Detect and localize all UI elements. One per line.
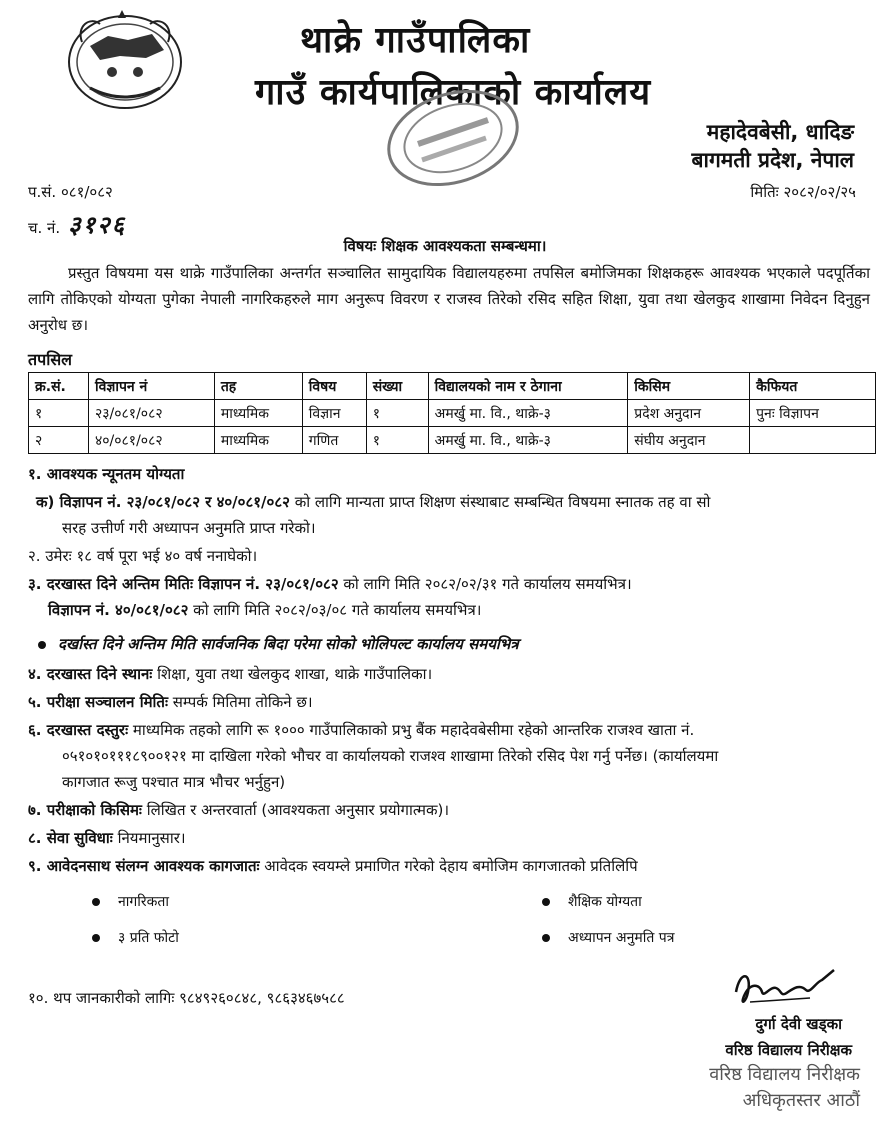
section-9 xyxy=(28,854,638,878)
section-3 xyxy=(28,572,632,596)
document-name: अध्यापन अनुमति पत्र xyxy=(568,930,675,946)
section-8-label: ८. सेवा सुविधाः xyxy=(28,829,113,847)
intro-paragraph: प्रस्तुत विषयमा यस थाक्रे गाउँपालिका अन्तर्गत सञ्चालित सामुदायिक विद्यालयहरुमा तपसिल बमोजिमका शिक्षकहरू आवश्यक भएकाले पदपूर्तिका लागि तोकिएको योग्यता पुगेका नेपाली नागरिकहरुले माग अनुरूप विवरण र राजस्व तिरेको रसिद सहित शिक्षा, युवा तथा खेलकुद शाखामा निवेदन दिनुहुन अनुरोध छ। xyxy=(28,264,870,334)
section-1-item-a-label: क) विज्ञापन नं. २३/०८१/०८२ र ४०/०८१/०८२ xyxy=(36,493,290,511)
letter-date: मितिः २०८२/०२/२५ xyxy=(750,183,856,201)
document-name: ३ प्रति फोटो xyxy=(118,930,179,946)
section-1-item-a-cont: सरह उत्तीर्ण गरी अध्यापन अनुमति प्राप्त गरेको। xyxy=(62,519,316,537)
section-6-line-2: ०५१०१०१११८९००१२१ मा दाखिला गरेको भौचर वा कार्यालयको राजश्व शाखामा तिरेको रसिद पेश गर्नु पर्नेछ। (कार्यालयमा xyxy=(62,747,719,765)
document-name: शैक्षिक योग्यता xyxy=(568,894,642,910)
table-cell: १ xyxy=(366,400,428,427)
section-10-contact: १०. थप जानकारीको लागिः ९८४९२६०८४८, ९८६३४६७५८८ xyxy=(28,989,345,1007)
table-title: तपसिल xyxy=(28,350,73,369)
table-header: विद्यालयको नाम र ठेगाना xyxy=(428,373,628,400)
section-6 xyxy=(28,718,694,742)
section-4 xyxy=(28,662,432,686)
section-7 xyxy=(28,798,449,822)
deadline-note-text: दर्खास्त दिने अन्तिम मिति सार्वजनिक बिदा परेमा सोको भोलिपल्ट कार्यालय समयभित्र xyxy=(58,635,519,653)
document-list-item xyxy=(542,892,642,911)
table-header: संख्या xyxy=(366,373,428,400)
signature-icon xyxy=(730,962,840,1012)
table-header: विज्ञापन नं xyxy=(88,373,214,400)
reference-number: प.सं. ०८१/०८२ xyxy=(28,183,113,201)
section-5-text: सम्पर्क मितिमा तोकिने छ। xyxy=(168,693,313,711)
section-5 xyxy=(28,690,313,714)
document-name: नागरिकता xyxy=(118,894,169,910)
designation-stamp-line-2: अधिकृतस्तर आठौं xyxy=(742,1090,860,1111)
table-cell: अमर्खु मा. वि., थाक्रे-३ xyxy=(428,400,628,427)
office-title: थाक्रे गाउँपालिका xyxy=(300,20,531,61)
address-line-2: बागमती प्रदेश, नेपाल xyxy=(691,148,854,172)
section-7-text: लिखित र अन्तरवार्ता (आवश्यकता अनुसार प्रयोगात्मक)। xyxy=(141,801,450,819)
section-6-text: माध्यमिक तहको लागि रू १००० गाउँपालिकाको प्रभु बैंक महादेवबेसीमा रहेको आन्तरिक राजश्व खाता नं. xyxy=(128,721,695,739)
section-5-label: ५. परीक्षा सञ्चालन मितिः xyxy=(28,693,169,711)
table-cell: अमर्खु मा. वि., थाक्रे-३ xyxy=(428,427,628,454)
table-cell: प्रदेश अनुदान xyxy=(628,400,750,427)
section-3-text-2: को लागि मिति २०८२/०३/०८ गते कार्यालय समयभित्र। xyxy=(188,601,482,619)
section-3-line-2 xyxy=(48,598,481,622)
bullet-icon xyxy=(38,641,46,649)
table-cell: पुनः विज्ञापन xyxy=(750,400,876,427)
document-list-item xyxy=(92,928,179,947)
table-cell: ४०/०८१/०८२ xyxy=(88,427,214,454)
section-1-item-a-text: को लागि मान्यता प्राप्त शिक्षण संस्थाबाट सम्बन्धित विषयमा स्नातक तह वा सो xyxy=(289,493,711,511)
bullet-icon xyxy=(92,898,100,906)
table-header: किसिम xyxy=(628,373,750,400)
document-list-item xyxy=(92,892,169,911)
table-cell: १ xyxy=(366,427,428,454)
office-subtitle: गाउँ कार्यपालिकाको कार्यालय xyxy=(255,72,652,113)
section-7-label: ७. परीक्षाको किसिमः xyxy=(28,801,142,819)
table-cell: माध्यमिक xyxy=(214,427,302,454)
section-9-label: ९. आवेदनसाथ संलग्न आवश्यक कागजातः xyxy=(28,857,260,875)
table-cell: २ xyxy=(29,427,89,454)
bullet-icon xyxy=(542,934,550,942)
table-row xyxy=(29,427,876,454)
table-header-row xyxy=(29,373,876,400)
table-cell: माध्यमिक xyxy=(214,400,302,427)
section-6-line-3: कागजात रूजु पश्चात मात्र भौचर भर्नुहुन) xyxy=(62,773,286,791)
signatory-title: वरिष्ठ विद्यालय निरीक्षक xyxy=(725,1041,852,1059)
section-6-label: ६. दरखास्त दस्तुरः xyxy=(28,721,129,739)
section-8-text: नियमानुसार। xyxy=(112,829,186,847)
section-1-item-a xyxy=(36,490,710,514)
designation-stamp-line-1: वरिष्ठ विद्यालय निरीक्षक xyxy=(709,1064,860,1085)
section-3-label-2: विज्ञापन नं. ४०/०८१/०८२ xyxy=(48,601,189,619)
section-1-title: १. आवश्यक न्यूनतम योग्यता xyxy=(28,465,185,483)
subject-line: विषयः शिक्षक आवश्यकता सम्बन्धमा। xyxy=(343,237,547,255)
government-emblem-icon xyxy=(60,6,190,114)
table-cell: गणित xyxy=(302,427,366,454)
dispatch-label: च. नं. xyxy=(28,219,61,237)
dispatch-value: ३१२६ xyxy=(68,210,127,239)
deadline-note xyxy=(38,634,519,654)
section-2: २. उमेरः १८ वर्ष पूरा भई ४० वर्ष ननाघेको। xyxy=(28,547,258,565)
section-4-label: ४. दरखास्त दिने स्थानः xyxy=(28,665,153,683)
table-header: क्र.सं. xyxy=(29,373,89,400)
vacancy-table xyxy=(28,372,876,454)
table-cell xyxy=(750,427,876,454)
table-header: विषय xyxy=(302,373,366,400)
table-header: कैफियत xyxy=(750,373,876,400)
section-4-text: शिक्षा, युवा तथा खेलकुद शाखा, थाक्रे गाउँपालिका। xyxy=(152,665,433,683)
table-cell: १ xyxy=(29,400,89,427)
office-seal-icon xyxy=(378,84,528,192)
bullet-icon xyxy=(92,934,100,942)
table-cell: संघीय अनुदान xyxy=(628,427,750,454)
designation-stamp xyxy=(709,1062,860,1114)
bullet-icon xyxy=(542,898,550,906)
address-line-1: महादेवबेसी, धादिङ xyxy=(706,120,854,144)
section-9-text: आवेदक स्वयम्ले प्रमाणित गरेको देहाय बमोजिम कागजातको प्रतिलिपि xyxy=(259,857,638,875)
document-list-item xyxy=(542,928,674,947)
table-row xyxy=(29,400,876,427)
section-8 xyxy=(28,826,186,850)
table-cell: २३/०८१/०८२ xyxy=(88,400,214,427)
table-header: तह xyxy=(214,373,302,400)
signatory-name: दुर्गा देवी खड्का xyxy=(755,1015,842,1033)
section-3-label: ३. दरखास्त दिने अन्तिम मितिः विज्ञापन नं. २३/०८१/०८२ xyxy=(28,575,339,593)
table-cell: विज्ञान xyxy=(302,400,366,427)
section-3-text: को लागि मिति २०८२/०२/३१ गते कार्यालय समयभित्र। xyxy=(338,575,632,593)
